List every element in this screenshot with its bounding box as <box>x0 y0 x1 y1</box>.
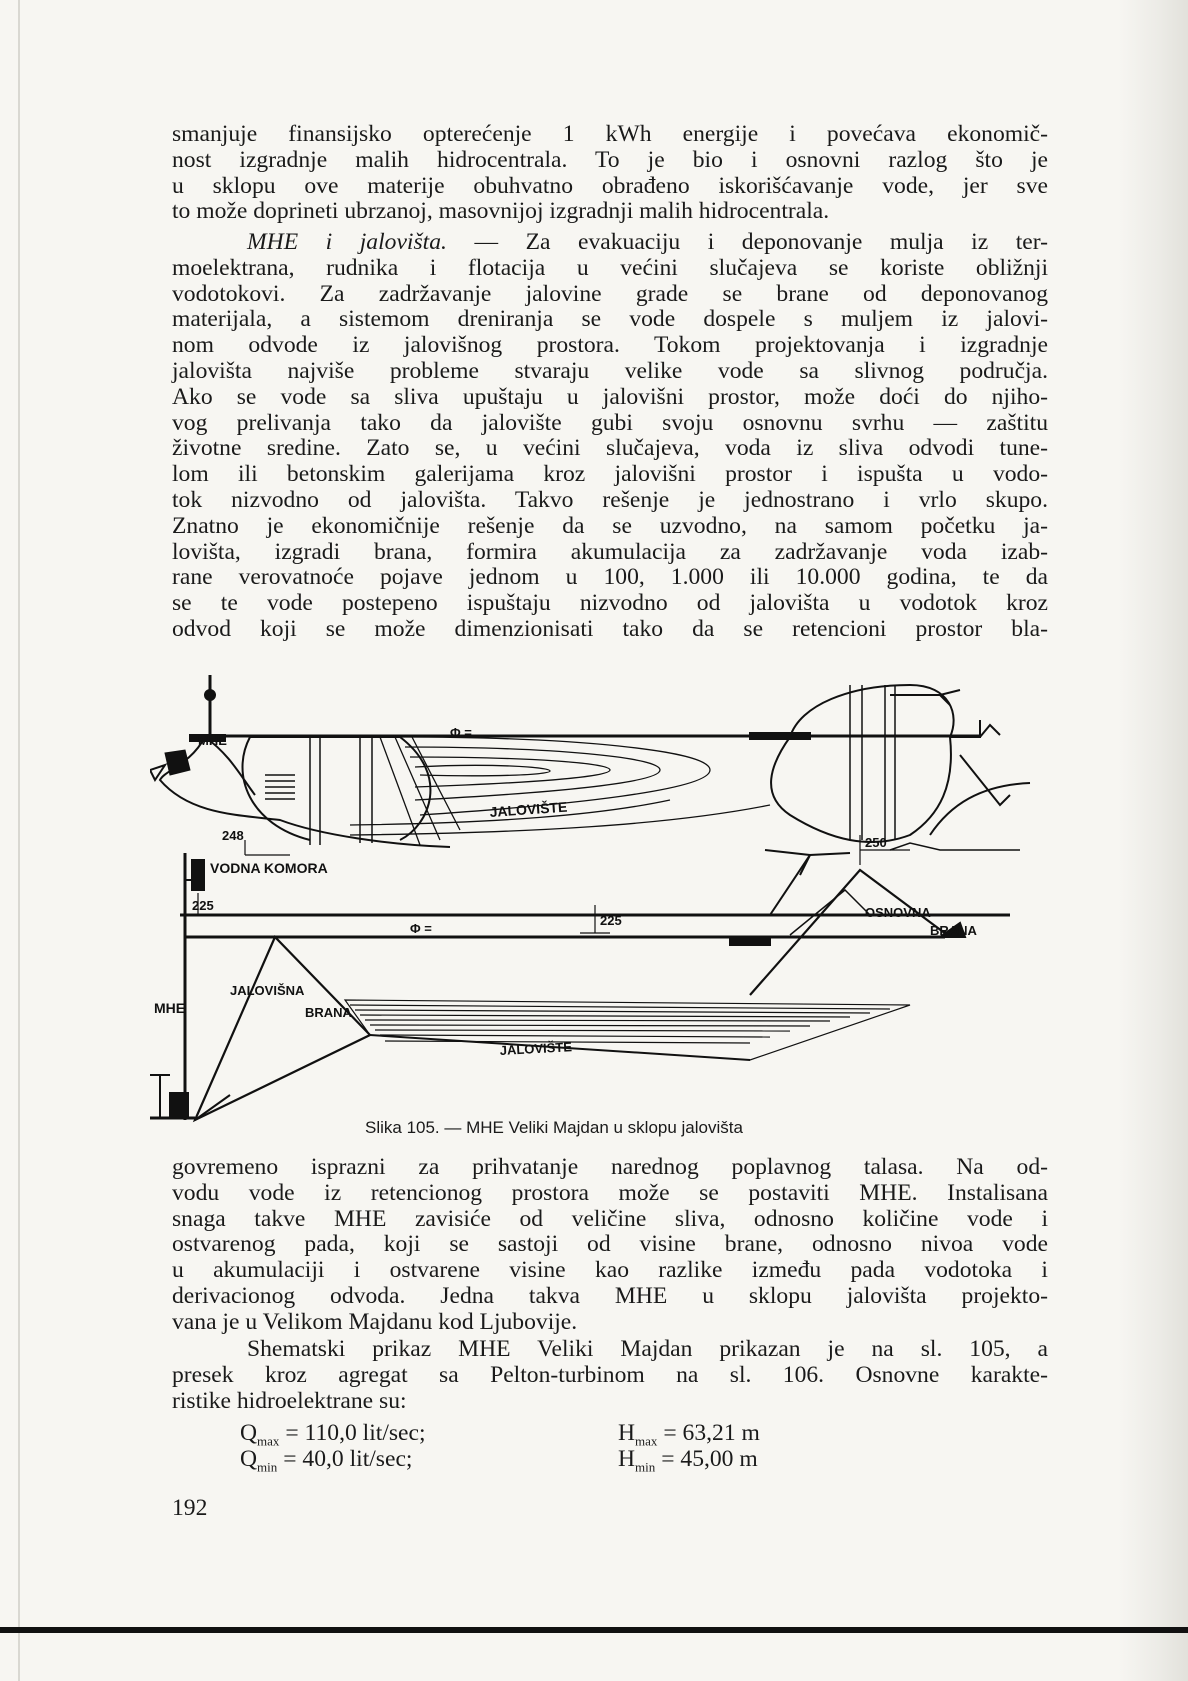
section-jaloviste-label: JALOVIŠTE <box>499 1039 573 1058</box>
text-line: derivacionog odvoda. Jedna takva MHE u sklopu jalovišta projekto- <box>172 1282 1048 1309</box>
text-line: u akumulaciji i ostvarene visine kao razlike između pada vodotoka i <box>172 1257 1048 1284</box>
text-line: vana je u Velikom Majdanu kod Ljubovije. <box>172 1308 578 1335</box>
page-number: 192 <box>172 1495 208 1521</box>
text-line: lom ili betonskim galerijama kroz jalovišni prostor i ispušta u vodo- <box>172 461 1048 488</box>
section-jalovisna-brana-label: BRANA <box>305 1005 352 1020</box>
text-line: se te vode postepeno ispuštaju nizvodno od jalovišta u vodotok kroz <box>172 590 1048 617</box>
text-line: snaga takve MHE zavisiće od veličine sliva, odnosno količine vode i <box>172 1205 1048 1232</box>
text-line: odvod koji se može dimenzionisati tako da se retencioni prostor bla- <box>172 615 1048 642</box>
text-line: nom odvode iz jalovišnog prostora. Tokom projektovanja i izgradnje <box>172 332 1048 359</box>
text-line: materijala, a sistemom dreniranja se vode dospele s muljem iz jalovi- <box>172 306 1048 333</box>
section-osnovna-label: OSNOVNA <box>865 905 931 920</box>
plan-phi-label: Φ = <box>450 725 472 740</box>
paragraph-1 <box>172 122 1048 225</box>
paragraph-3 <box>172 1155 1048 1336</box>
text-line: presek kroz agregat sa Pelton-turbinom na sl. 106. Osnovne karakte- <box>172 1361 1048 1388</box>
text-line: u sklopu ove materije obuhvatno obrađeno iskorišćavanje vode, jer sve <box>172 172 1048 199</box>
section-brana-label: BRANA <box>930 923 977 938</box>
section-elev-250: 250 <box>865 835 887 850</box>
paragraph-4 <box>172 1337 1048 1414</box>
formula-qmax: $Q_{max} = 110,0$ lit/sec; <box>240 1420 426 1449</box>
section-phi: Φ = <box>410 921 432 936</box>
section-elev-248: 248 <box>222 828 244 843</box>
formula-qmin: $Q_{min} = 40,0$ lit/sec; <box>240 1446 413 1475</box>
section-heading: MHE i jalovišta. <box>247 229 447 255</box>
plan-jaloviste-label: JALOVIŠTE <box>489 798 568 820</box>
text-line: vog prelivanja tako da jalovište gubi svoju osnovnu svrhu — zaštitu <box>172 409 1048 436</box>
text-line: Ako se vode sa sliva upuštaju u jalovišni prostor, može doći do njiho- <box>172 383 1048 410</box>
text-line: smanjuje finansijsko opterećenje 1 kWh energije i povećava ekonomič- <box>172 121 1048 147</box>
text-line: rane verovatnoće pojave jednom u 100, 1.000 ili 10.000 godina, te da <box>172 564 1048 591</box>
text-line: vodu vode iz retencionog prostora može se postaviti MHE. Instalisana <box>172 1179 1048 1206</box>
text-line: Znatno je ekonomičnije rešenje da se uzvodno, na samom početku ja- <box>172 512 1048 539</box>
text-line: tok nizvodno od jalovišta. Takvo rešenje je jednostrano i vrlo skupo. <box>172 486 1048 513</box>
scan-bottom-bar <box>0 1627 1188 1633</box>
text-line: Shematski prikaz MHE Veliki Majdan prikazan je na sl. 105, a <box>247 1336 1048 1362</box>
formula-hmax: $H_{max} = 63,21$ m <box>618 1420 760 1449</box>
text-line: vodotokovi. Za zadržavanje jalovine grade se brane od deponovanog <box>172 280 1048 307</box>
text-line: nost izgradnje malih hidrocentrala. To je bio i osnovni razlog što je <box>172 146 1048 173</box>
text-line: životne sredine. Zato se, u većini slučajeva, voda iz sliva odvodi tune- <box>172 435 1048 462</box>
formula-hmin: $H_{min} = 45,00$ m <box>618 1446 758 1475</box>
paragraph-2 <box>172 230 1048 643</box>
text-line: ristike hidroelektrane su: <box>172 1387 407 1414</box>
text-line: lovišta, izgradi brana, formira akumulacija za zadržavanje voda izab- <box>172 538 1048 565</box>
page-right-edge-shadow <box>1118 0 1188 1681</box>
text-line: jalovišta najviše probleme stvaraju velike vode sa slivnog područja. <box>172 357 1048 384</box>
plan-mhe-label: MHE <box>198 733 227 748</box>
figure-105 <box>150 675 1050 1125</box>
text-line: moelektrana, rudnika i flotacija u većini slučajeva se koriste obližnji <box>172 254 1048 281</box>
text-line: MHE i jalovišta. — Za evakuaciju i deponovanje mulja iz ter- <box>247 229 1049 255</box>
section-elev-225-mid: 225 <box>600 913 622 928</box>
section-jalovisna-label: JALOVIŠNA <box>230 983 305 998</box>
figure-caption: Slika 105. — MHE Veliki Majdan u sklopu jalovišta <box>365 1118 743 1137</box>
section-mhe-label: MHE <box>154 1000 186 1016</box>
section-vodna-komora: VODNA KOMORA <box>210 860 328 876</box>
section-elev-225-left: 225 <box>192 898 214 913</box>
page-left-edge <box>18 0 20 1681</box>
text-line: ostvarenog pada, koji se sastoji od visine brane, odnosno nivoa vode <box>172 1231 1048 1258</box>
text-line: govremeno isprazni za prihvatanje narednog poplavnog talasa. Na od- <box>172 1154 1048 1180</box>
text-line: to može doprineti ubrzanoj, masovnijoj izgradnji malih hidrocentrala. <box>172 198 830 225</box>
